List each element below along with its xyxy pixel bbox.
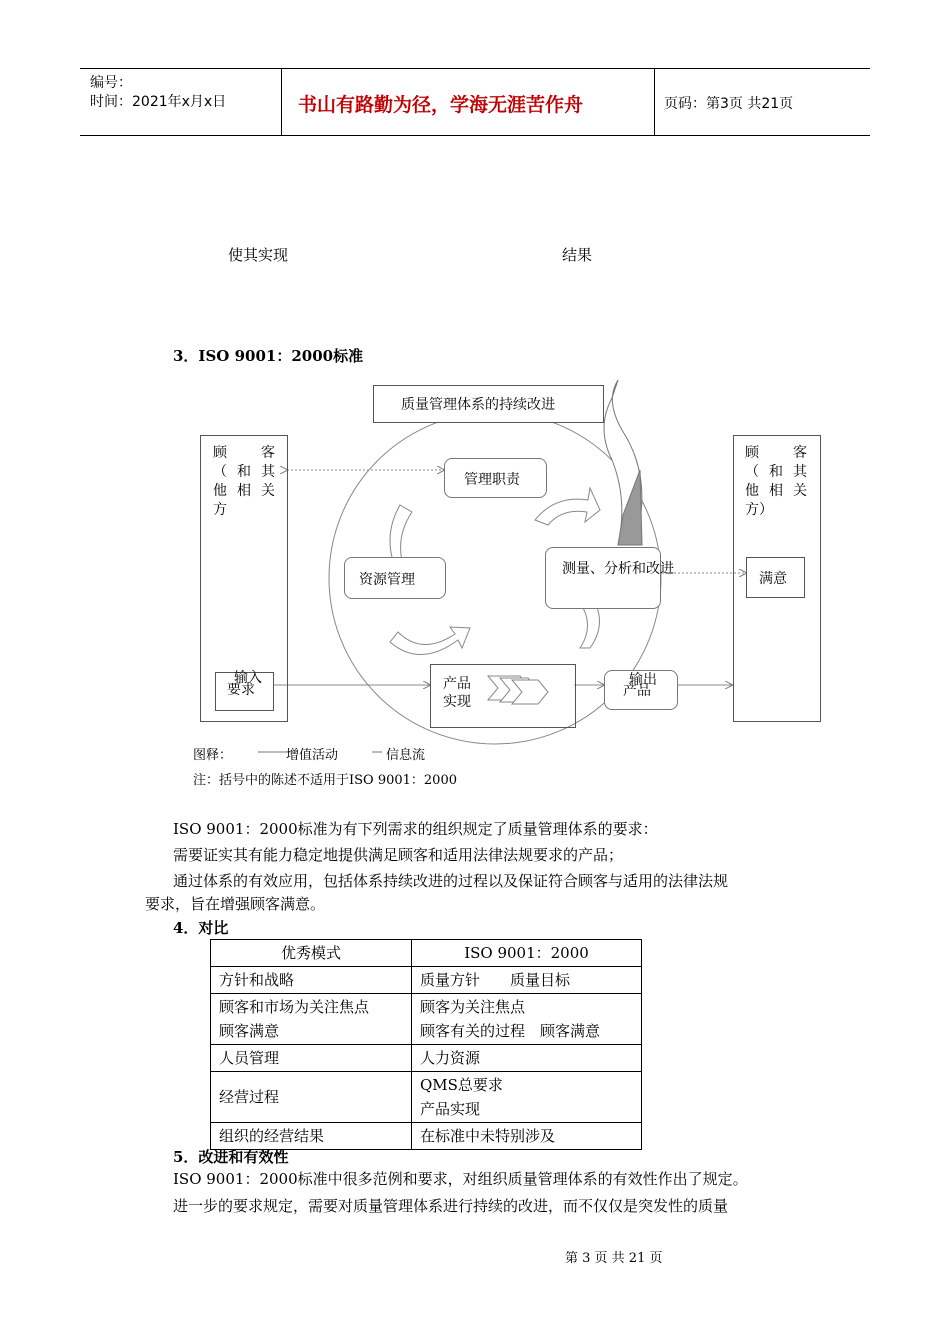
measurement-analysis-box — [545, 547, 674, 609]
output-label: 输出 — [629, 672, 657, 688]
table-cell: 在标准中未特别涉及 — [412, 1123, 642, 1150]
table-cell: 质量方针 质量目标 — [412, 967, 642, 994]
table-row — [211, 1045, 642, 1072]
product-realization-box — [430, 664, 576, 728]
measure-label: 测量、分析和改进 — [562, 561, 674, 577]
satisfaction-box — [746, 557, 805, 598]
section4-title: 4．对比 — [173, 919, 229, 937]
comparison-table — [210, 939, 642, 1150]
table-row — [211, 1072, 642, 1123]
table-row — [211, 994, 642, 1045]
requirements-label: 要求 — [227, 682, 255, 698]
section5-paragraph-2: 进一步的要求规定，需要对质量管理体系进行持续的改进，而不仅仅是突发性的质量 — [173, 1197, 729, 1215]
resource-label: 资源管理 — [359, 572, 415, 588]
resource-management-box — [344, 557, 446, 599]
doc-number-label: 编号： — [90, 75, 132, 91]
table-cell: 方针和战略 — [211, 967, 412, 994]
table-header-cell: 优秀模式 — [211, 940, 412, 967]
product-label: 产品 — [623, 683, 651, 699]
legend-label: 图释： — [193, 748, 233, 763]
improvement-label: 质量管理体系的持续改进 — [401, 397, 555, 413]
label-result: 结果 — [562, 246, 593, 264]
section3-paragraph-4: 要求，旨在增强顾客满意。 — [145, 895, 326, 913]
table-cell: 经营过程 — [211, 1072, 412, 1123]
input-label: 输入 — [234, 670, 262, 686]
management-label: 管理职责 — [464, 472, 520, 488]
table-header-cell: ISO 9001：2000 — [412, 940, 642, 967]
section5-title: 5．改进和有效性 — [173, 1148, 289, 1166]
header-page-info: 页码：第3页 共21页 — [664, 96, 794, 112]
satisfaction-label: 满意 — [759, 571, 787, 587]
product-box — [604, 670, 678, 710]
table-cell: 顾客为关注焦点 顾客有关的过程 顾客满意 — [412, 994, 642, 1045]
table-header-row — [211, 940, 642, 967]
section3-paragraph-3: 通过体系的有效应用，包括体系持续改进的过程以及保证符合顾客与适用的法律法规 — [173, 872, 729, 890]
header-motto: 书山有路勤为径，学海无涯苦作舟 — [298, 94, 584, 116]
table-row — [211, 967, 642, 994]
label-realize: 使其实现 — [228, 246, 289, 264]
table-cell: 人员管理 — [211, 1045, 412, 1072]
curved-arrow-bottom — [390, 627, 470, 655]
management-responsibility-box — [444, 458, 547, 498]
section5-paragraph-1: ISO 9001：2000标准中很多范例和要求，对组织质量管理体系的有效性作出了规定。 — [173, 1170, 748, 1188]
realization-label-2: 实现 — [443, 694, 471, 710]
section3-paragraph-1: ISO 9001：2000标准为有下列需求的组织规定了质量管理体系的要求： — [173, 820, 658, 838]
realization-label-1: 产品 — [443, 676, 471, 692]
diagram-note: 注：括号中的陈述不适用于ISO 9001：2000 — [193, 773, 457, 788]
section3-title: 3．ISO 9001：2000标准 — [173, 347, 364, 365]
table-cell: 顾客和市场为关注焦点 顾客满意 — [211, 994, 412, 1045]
improvement-box — [373, 385, 604, 423]
table-cell: 人力资源 — [412, 1045, 642, 1072]
legend-info-flow: 信息流 — [386, 748, 426, 763]
legend-value-added: 增值活动 — [286, 748, 339, 763]
table-cell: QMS总要求 产品实现 — [412, 1072, 642, 1123]
page-footer: 第 3 页 共 21 页 — [565, 1251, 663, 1266]
table-cell: 组织的经营结果 — [211, 1123, 412, 1150]
doc-time-label: 时间：2021年x月x日 — [90, 94, 227, 110]
section3-paragraph-2: 需要证实其有能力稳定地提供满足顾客和适用法律法规要求的产品； — [173, 846, 624, 864]
requirements-box — [215, 672, 274, 711]
